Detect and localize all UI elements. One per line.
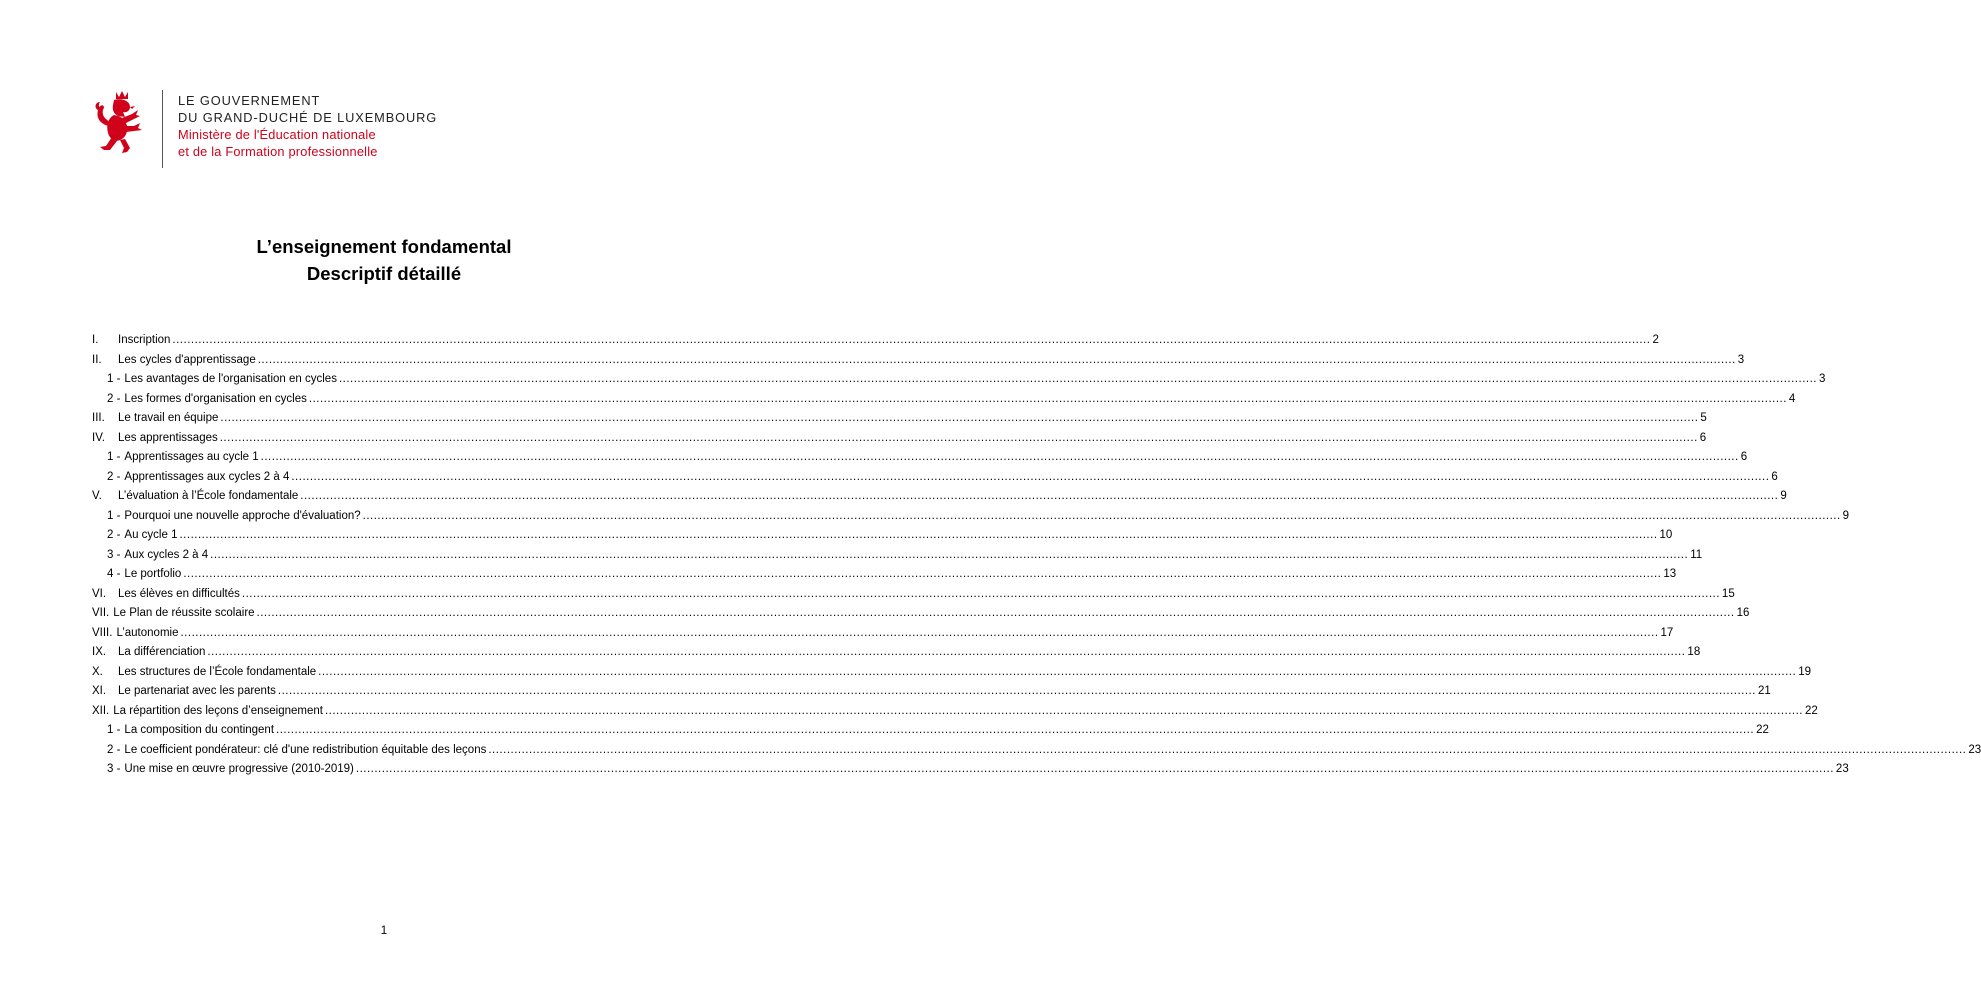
toc-entry-label: Les élèves en difficultés xyxy=(118,587,240,600)
toc-entry[interactable] xyxy=(92,763,1849,783)
toc-entry-page: 15 xyxy=(1721,587,1735,600)
toc-entry[interactable] xyxy=(92,548,1703,569)
toc-entry-number: 2 - xyxy=(107,392,121,405)
toc-entry-page: 22 xyxy=(1805,704,1818,717)
toc-entry-page: 22 xyxy=(1756,724,1769,736)
toc-entry[interactable] xyxy=(92,451,1748,471)
toc-entry-page: 18 xyxy=(1687,646,1701,658)
toc-entry-label: Inscription xyxy=(118,334,171,346)
toc-entry-number: II. xyxy=(92,353,102,366)
toc-entry[interactable] xyxy=(92,646,1701,666)
toc-entry-label: Le partenariat avec les parents xyxy=(118,685,276,697)
toc-dot-leader: ................................................................................................................................................................................................................................................................................................................................................................................................................ xyxy=(355,763,1834,775)
toc-entry[interactable] xyxy=(92,509,1850,530)
toc-entry-page: 2 xyxy=(1652,334,1659,346)
toc-entry[interactable] xyxy=(92,568,1677,588)
toc-dot-leader: ................................................................................................................................................................................................................................................................................................................................................................................................................ xyxy=(291,470,1770,483)
toc-dot-leader: ................................................................................................................................................................................................................................................................................................................................................................................................................ xyxy=(277,685,1756,697)
toc-dot-leader: ................................................................................................................................................................................................................................................................................................................................................................................................................ xyxy=(257,353,1736,366)
toc-dot-leader: ................................................................................................................................................................................................................................................................................................................................................................................................................ xyxy=(172,334,1651,346)
toc-entry-number: 3 - xyxy=(107,548,121,561)
toc-dot-leader: ................................................................................................................................................................................................................................................................................................................................................................................................................ xyxy=(338,373,1817,385)
toc-entry-number: 2 - xyxy=(107,470,121,483)
toc-entry-page: 6 xyxy=(1699,431,1707,444)
toc-entry-number: 1 - xyxy=(107,724,121,736)
logo-divider xyxy=(162,90,163,168)
toc-entry-page: 6 xyxy=(1740,451,1748,463)
toc-entry-page: 19 xyxy=(1798,665,1811,678)
toc-dot-leader: ................................................................................................................................................................................................................................................................................................................................................................................................................ xyxy=(179,529,1658,541)
logo-line-ministry: Ministère de l'Éducation nationale xyxy=(178,127,376,142)
toc-entry-number: I. xyxy=(92,334,99,346)
toc-dot-leader: ................................................................................................................................................................................................................................................................................................................................................................................................................ xyxy=(210,548,1689,561)
toc-dot-leader: ................................................................................................................................................................................................................................................................................................................................................................................................................ xyxy=(180,626,1659,639)
toc-dot-leader: ................................................................................................................................................................................................................................................................................................................................................................................................................ xyxy=(219,431,1698,444)
toc-entry-page: 3 xyxy=(1818,373,1826,385)
logo-text xyxy=(178,92,437,160)
toc-entry-label: Pourquoi une nouvelle approche d'évaluation? xyxy=(124,509,361,522)
toc-entry-label: Les formes d'organisation en cycles xyxy=(124,392,307,405)
toc-entry[interactable] xyxy=(92,373,1826,393)
toc-entry-page: 13 xyxy=(1663,568,1677,580)
toc-entry-number: 2 - xyxy=(107,743,121,756)
toc-dot-leader: ................................................................................................................................................................................................................................................................................................................................................................................................................ xyxy=(220,412,1699,424)
toc-entry-number: III. xyxy=(92,412,105,424)
toc-entry-label: Apprentissages au cycle 1 xyxy=(124,451,259,463)
toc-entry-number: 1 - xyxy=(107,451,121,463)
toc-entry-page: 23 xyxy=(1968,743,1981,756)
toc-dot-leader: ................................................................................................................................................................................................................................................................................................................................................................................................................ xyxy=(318,665,1797,678)
toc-entry-page: 5 xyxy=(1700,412,1707,424)
toc-entry-number: VIII. xyxy=(92,626,113,639)
toc-entry-label: La différenciation xyxy=(118,646,206,658)
toc-entry[interactable] xyxy=(92,490,1787,510)
toc-entry-number: 4 - xyxy=(107,568,121,580)
toc-entry-number: IX. xyxy=(92,646,107,658)
toc-entry-page: 10 xyxy=(1659,529,1673,541)
toc-dot-leader: ................................................................................................................................................................................................................................................................................................................................................................................................................ xyxy=(256,607,1735,619)
page-number: 1 xyxy=(380,925,388,937)
toc-entry-number: 1 - xyxy=(107,509,121,522)
toc-entry-page: 9 xyxy=(1780,490,1787,502)
toc-entry[interactable] xyxy=(92,607,1750,627)
toc-entry-number: V. xyxy=(92,490,102,502)
toc-entry[interactable] xyxy=(92,412,1707,432)
toc-entry-label: Les structures de l’École fondamentale xyxy=(118,665,317,678)
toc-entry-page: 16 xyxy=(1736,607,1750,619)
toc-entry-label: Le travail en équipe xyxy=(118,412,219,424)
toc-entry-page: 21 xyxy=(1757,685,1771,697)
toc-entry-page: 17 xyxy=(1660,626,1674,639)
toc-entry-number: XII. xyxy=(92,704,110,717)
toc-entry-label: Les avantages de l'organisation en cycles xyxy=(124,373,337,385)
logo-line-government: LE GOUVERNEMENT xyxy=(178,93,321,108)
toc-entry-label: Au cycle 1 xyxy=(124,529,178,541)
toc-dot-leader: ................................................................................................................................................................................................................................................................................................................................................................................................................ xyxy=(308,392,1787,405)
toc-entry[interactable] xyxy=(92,529,1673,549)
toc-dot-leader: ................................................................................................................................................................................................................................................................................................................................................................................................................ xyxy=(324,704,1803,717)
toc-entry-label: Apprentissages aux cycles 2 à 4 xyxy=(124,470,290,483)
toc-entry-number: 2 - xyxy=(107,529,121,541)
logo-line-grand-duchy: DU GRAND-DUCHÉ DE LUXEMBOURG xyxy=(178,110,438,125)
toc-entry[interactable] xyxy=(92,665,1811,686)
toc-entry[interactable] xyxy=(92,743,1981,764)
toc-entry-label: Le portfolio xyxy=(124,568,182,580)
toc-dot-leader: ................................................................................................................................................................................................................................................................................................................................................................................................................ xyxy=(488,743,1967,756)
toc-entry-number: X. xyxy=(92,665,103,678)
toc-dot-leader: ................................................................................................................................................................................................................................................................................................................................................................................................................ xyxy=(260,451,1739,463)
toc-entry-label: La répartition des leçons d’enseignement xyxy=(113,704,323,717)
government-logo xyxy=(92,90,452,170)
toc-entry[interactable] xyxy=(92,587,1735,608)
toc-entry-number: VII. xyxy=(92,607,110,619)
red-lion-icon xyxy=(92,90,150,158)
toc-entry-page: 9 xyxy=(1842,509,1850,522)
toc-dot-leader: ................................................................................................................................................................................................................................................................................................................................................................................................................ xyxy=(207,646,1686,658)
toc-entry-label: L’évaluation à l’École fondamentale xyxy=(118,490,299,502)
toc-entry-page: 11 xyxy=(1690,548,1703,561)
toc-dot-leader: ................................................................................................................................................................................................................................................................................................................................................................................................................ xyxy=(300,490,1779,502)
toc-entry-page: 4 xyxy=(1788,392,1796,405)
toc-entry-label: Aux cycles 2 à 4 xyxy=(124,548,209,561)
toc-entry[interactable] xyxy=(92,470,1778,491)
toc-entry-number: 1 - xyxy=(107,373,121,385)
toc-dot-leader: ................................................................................................................................................................................................................................................................................................................................................................................................................ xyxy=(276,724,1755,736)
document-title: L’enseignement fondamental xyxy=(256,236,512,257)
toc-entry[interactable] xyxy=(92,353,1745,374)
toc-entry[interactable] xyxy=(92,334,1659,354)
toc-entry-page: 6 xyxy=(1771,470,1778,483)
toc-entry-label: L’autonomie xyxy=(116,626,179,639)
toc-dot-leader: ................................................................................................................................................................................................................................................................................................................................................................................................................ xyxy=(362,509,1841,522)
toc-entry[interactable] xyxy=(92,626,1674,647)
logo-line-formation: et de la Formation professionnelle xyxy=(178,144,378,159)
toc-entry-number: IV. xyxy=(92,431,106,444)
toc-entry-number: 3 - xyxy=(107,763,121,775)
toc-entry[interactable] xyxy=(92,685,1771,705)
toc-entry-label: Une mise en œuvre progressive (2010-2019) xyxy=(124,763,354,775)
toc-dot-leader: ................................................................................................................................................................................................................................................................................................................................................................................................................ xyxy=(241,587,1720,600)
toc-entry[interactable] xyxy=(92,392,1796,413)
toc-entry-label: Les cycles d'apprentissage xyxy=(118,353,256,366)
document-subtitle: Descriptif détaillé xyxy=(306,263,462,284)
toc-entry-label: Les apprentissages xyxy=(118,431,218,444)
toc-entry-page: 23 xyxy=(1835,763,1849,775)
toc-entry-page: 3 xyxy=(1737,353,1745,366)
toc-entry[interactable] xyxy=(92,704,1818,725)
toc-entry-number: VI. xyxy=(92,587,107,600)
toc-entry[interactable] xyxy=(92,724,1769,744)
toc-entry-label: La composition du contingent xyxy=(124,724,275,736)
toc-dot-leader: ................................................................................................................................................................................................................................................................................................................................................................................................................ xyxy=(183,568,1662,580)
toc-entry-number: XI. xyxy=(92,685,107,697)
toc-entry-label: Le Plan de réussite scolaire xyxy=(113,607,255,619)
toc-entry-label: Le coefficient pondérateur: clé d'une redistribution équitable des leçons xyxy=(124,743,487,756)
toc-entry[interactable] xyxy=(92,431,1707,452)
